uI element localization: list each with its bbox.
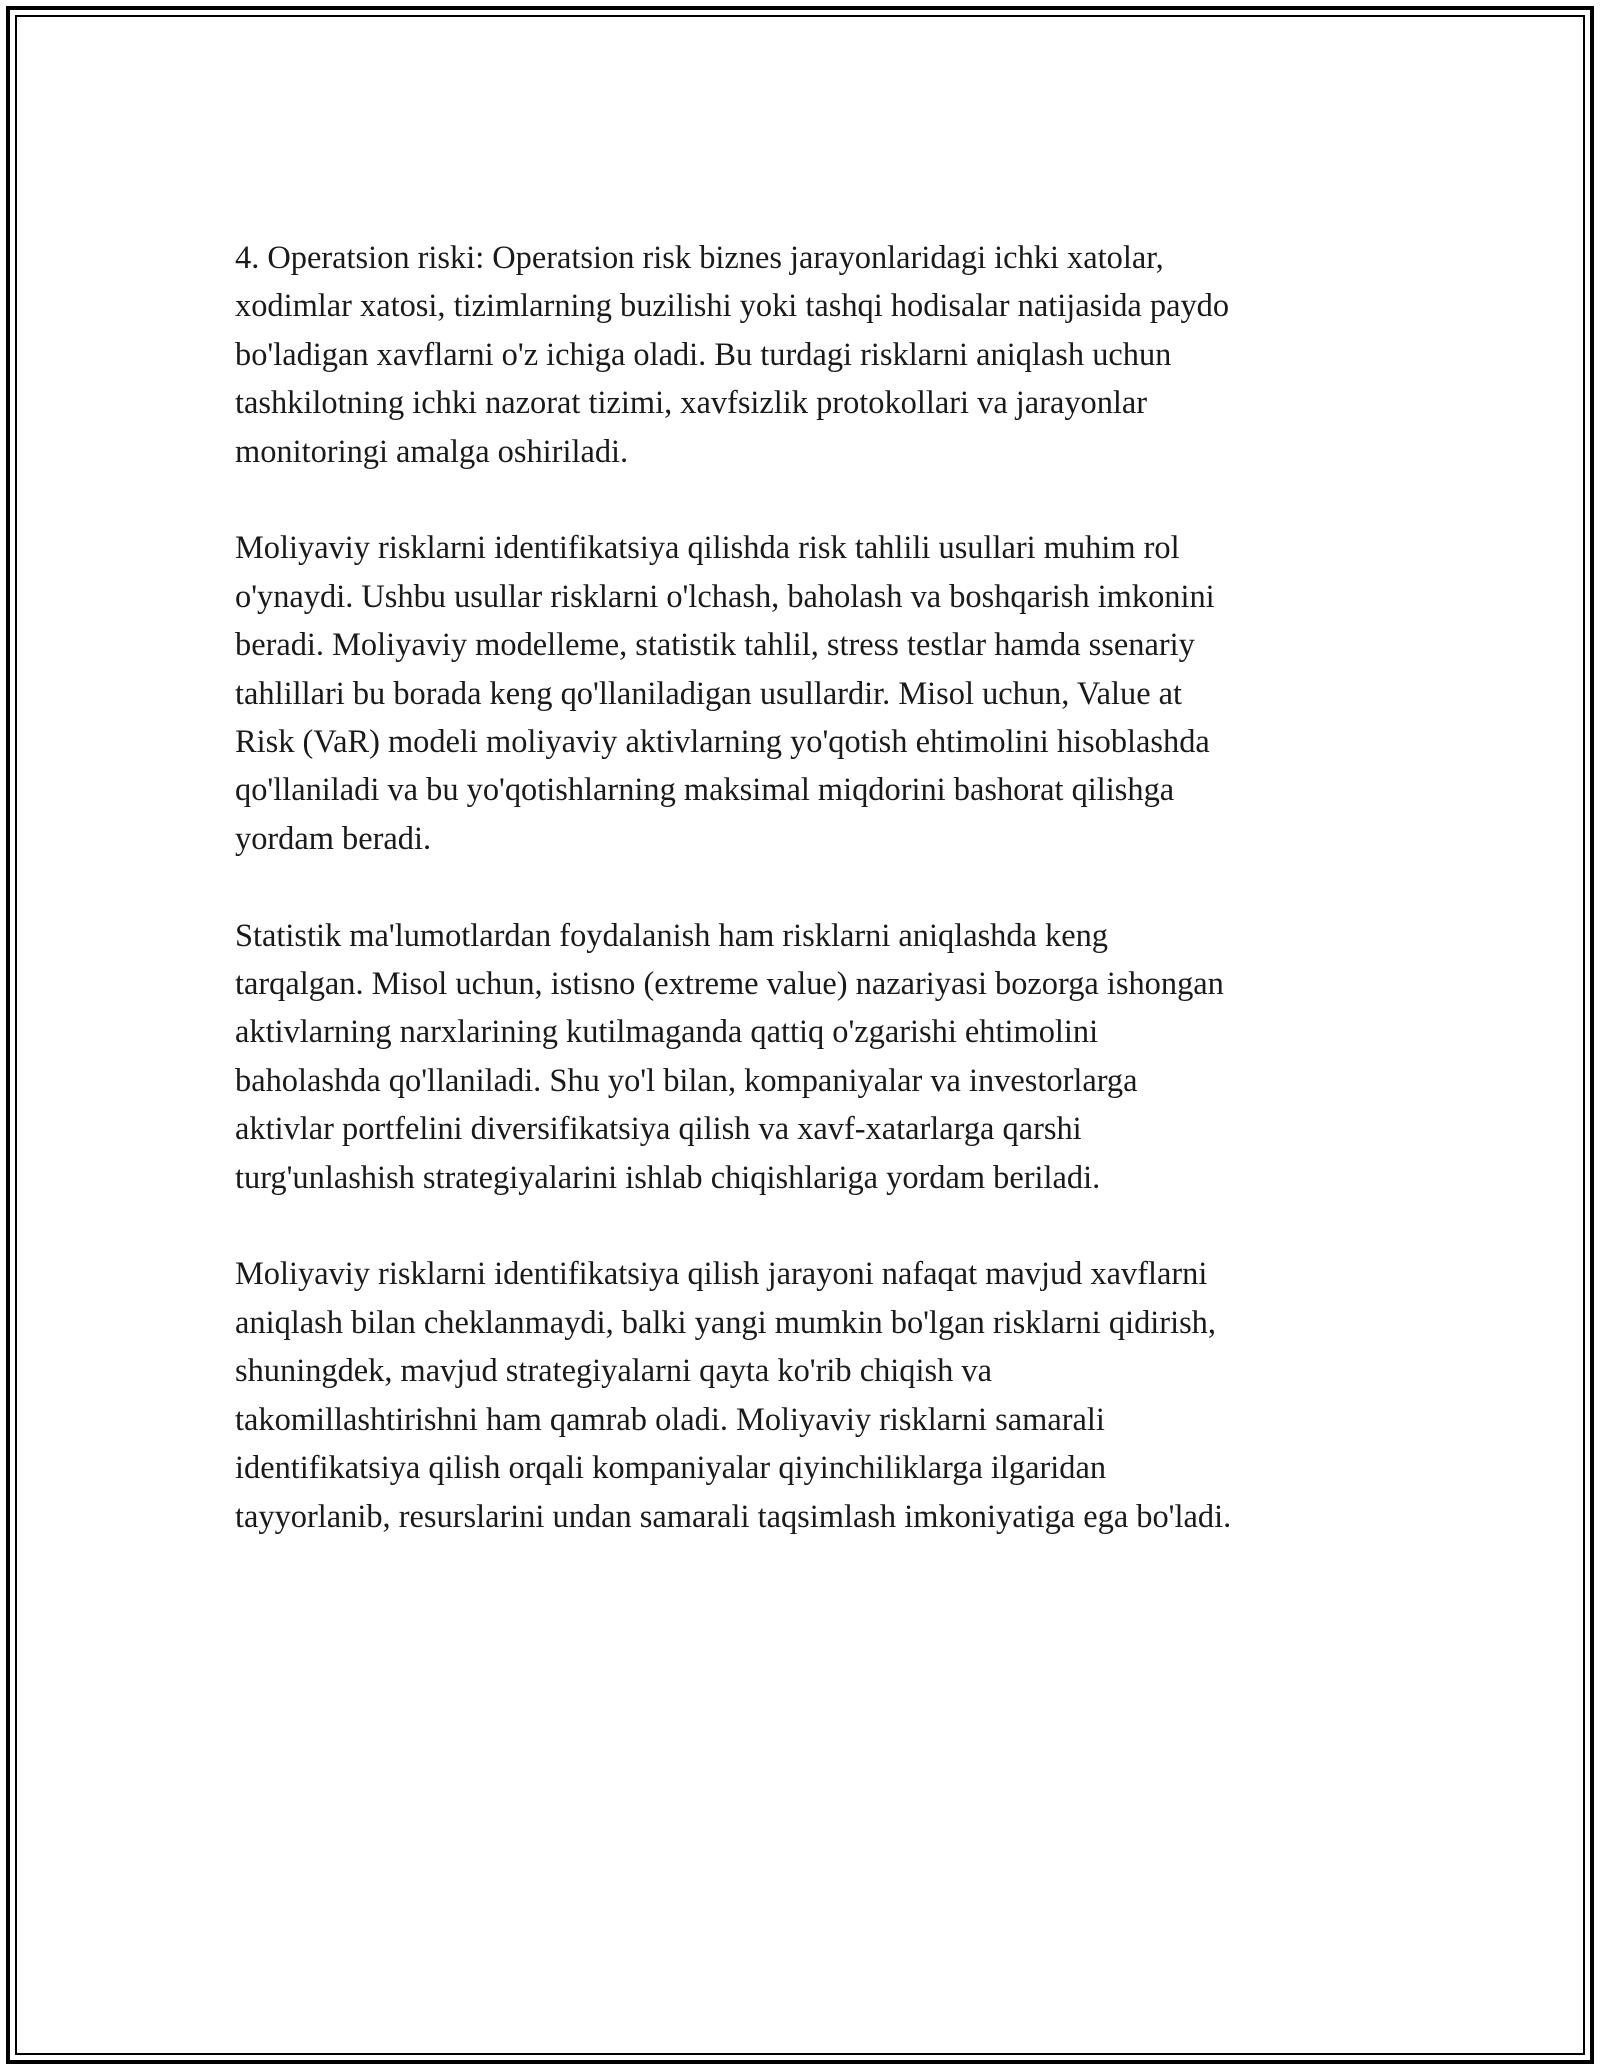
text-line: turg'unlashish strategiyalarini ishlab chiqishlariga yordam beriladi. [235, 1159, 1101, 1196]
text-line: o'ynaydi. Ushbu usullar risklarni o'lchash, baholash va boshqarish imkonini [235, 578, 1215, 615]
text-line: monitoringi amalga oshiriladi. [235, 433, 629, 470]
text-line: qo'llaniladi va bu yo'qotishlarning maksimal miqdorini bashorat qilishga [235, 772, 1175, 809]
text-line: tayyorlanib, resurslarini undan samarali taqsimlash imkoniyatiga ega bo'ladi. [235, 1498, 1232, 1535]
text-line: 4. Operatsion riski: Operatsion risk biznes jarayonlaridagi ichki xatolar, [235, 240, 1164, 276]
text-line: bo'ladigan xavflarni o'z ichiga oladi. Bu turdagi risklarni aniqlash uchun [235, 336, 1172, 373]
text-line: beradi. Moliyaviy modelleme, statistik tahlil, stress testlar hamda ssenariy [235, 627, 1195, 664]
text-line: Moliyaviy risklarni identifikatsiya qilish jarayoni nafaqat mavjud xavflarni [235, 1256, 1208, 1293]
text-line: Risk (VaR) modeli moliyaviy aktivlarning yo'qotish ehtimolini hisoblashda [235, 724, 1210, 761]
text-line: tarqalgan. Misol uchun, istisno (extreme value) nazariyasi bozorga ishongan [235, 966, 1224, 1003]
text-line: baholashda qo'llaniladi. Shu yo'l bilan, kompaniyalar va investorlarga [235, 1062, 1138, 1099]
text-line: tashkilotning ichki nazorat tizimi, xavfsizlik protokollari va jarayonlar [235, 385, 1148, 422]
text-line: aniqlash bilan cheklanmaydi, balki yangi mumkin bo'lgan risklarni qidirish, [235, 1304, 1216, 1341]
text-line: aktivlar portfelini diversifikatsiya qilish va xavf-xatarlarga qarshi [235, 1111, 1082, 1148]
text-line: tahlillari bu borada keng qo'llaniladigan usullardir. Misol uchun, Value at [235, 675, 1183, 712]
paragraph-identification-process [235, 1250, 1385, 1540]
text-line: Statistik ma'lumotlardan foydalanish ham risklarni aniqlashda keng [235, 917, 1108, 954]
paragraph-operational-risk [235, 234, 1385, 476]
paragraph-risk-analysis-methods [235, 524, 1385, 863]
document-body [235, 234, 1385, 1589]
text-line: Moliyaviy risklarni identifikatsiya qilishda risk tahlili usullari muhim rol [235, 530, 1180, 567]
paragraph-statistical-data [235, 912, 1385, 1202]
text-line: takomillashtirishni ham qamrab oladi. Moliyaviy risklarni samarali [235, 1401, 1105, 1438]
text-line: aktivlarning narxlarining kutilmaganda qattiq o'zgarishi ehtimolini [235, 1014, 1099, 1051]
text-line: shuningdek, mavjud strategiyalarni qayta ko'rib chiqish va [235, 1353, 992, 1390]
text-line: identifikatsiya qilish orqali kompaniyalar qiyinchiliklarga ilgaridan [235, 1450, 1107, 1487]
text-line: yordam beradi. [235, 820, 432, 857]
text-line: xodimlar xatosi, tizimlarning buzilishi yoki tashqi hodisalar natijasida paydo [235, 288, 1230, 325]
